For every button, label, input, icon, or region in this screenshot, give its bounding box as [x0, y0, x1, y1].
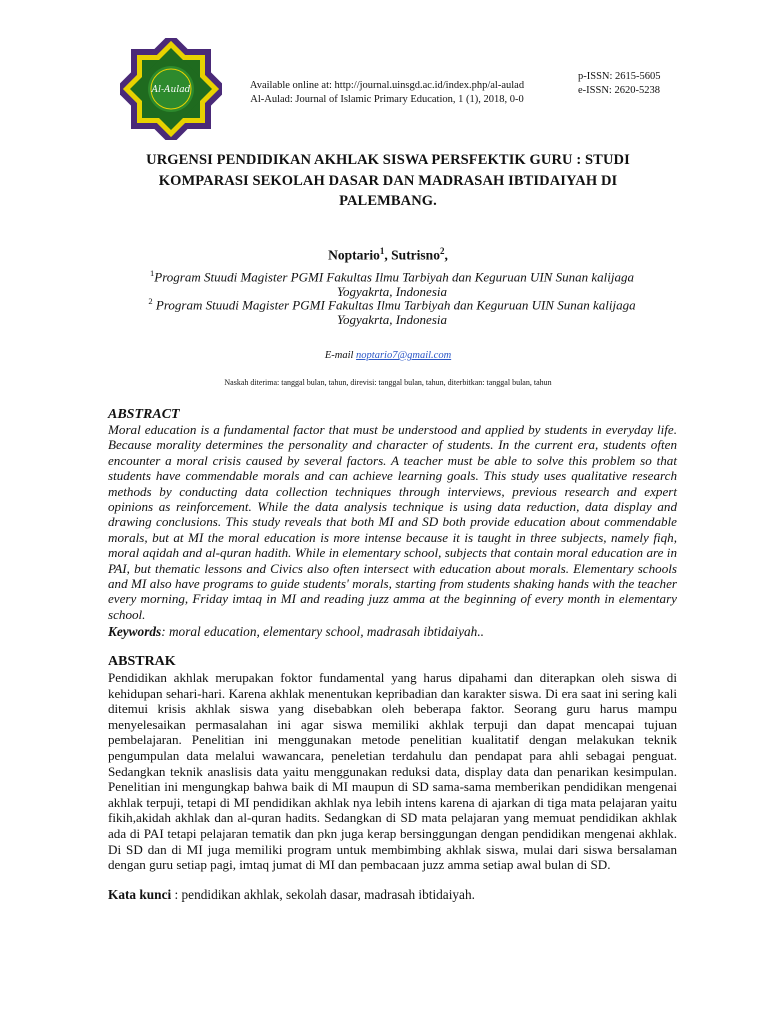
p-issn: p-ISSN: 2615-5605 [578, 71, 661, 82]
authors [108, 246, 668, 264]
title-line: KOMPARASI SEKOLAH DASAR DAN MADRASAH IBTIDAIYAH DI [158, 172, 618, 189]
available-online: Available online at: http://journal.uinsgd.ac.id/index.php/al-aulad [249, 80, 525, 91]
affiliation-sup: 1 [150, 268, 155, 278]
kata-kunci [108, 887, 677, 903]
paper-title [108, 150, 668, 212]
abstract-body: Moral education is a fundamental factor that must be understood and applied by students in everyday life. Because morality determines the personality and character of students. In the current era, students often encounter a moral crisis caused by several factors. A teacher must be able to solve this problem so that students have commendable morals and can achieve learning goals. This study uses qualitative research methods by conducting data collection techniques through interviews, previous research and expert opinions as reinforcement. While the data analysis technique is using data reduction, data display and drawing conclusions. This study reveals that both MI and SD both provide education about commendable morals, but at MI the moral education is more intense because it is taught in three subjects, namely fiqh, moral aqidah and al-quran hadith. While in elementary school, subjects that contain moral education are in PAI, but thematic lessons and Civics also often intersect with education about morals. Elementary schools and MI also have programs to guide students' morals, starting from students shaking hands with the teacher every morning, Friday imtaq in MI and reading juzz amma at the beginning of every month in elementary school. [108, 422, 677, 622]
author-name: Noptario [328, 247, 380, 263]
logo-text: Al-Aulad [151, 85, 191, 95]
email-line [108, 350, 668, 361]
abstrak-heading: ABSTRAK [108, 654, 176, 669]
author-sup: 2 [439, 246, 445, 256]
author-sup: 1 [379, 246, 385, 256]
kata-kunci-label: Kata kunci [108, 887, 172, 902]
keywords-label: Keywords [108, 624, 162, 639]
abstract-heading: ABSTRACT [108, 407, 180, 422]
abstrak-body: Pendidikan akhlak merupakan foktor fundamental yang harus dipahami dan diterapkan oleh siswa di kehidupan sehari-hari. Karena akhlak menentukan kepribadian dan karakter siswa. Di era saat ini sering kali ditemui krisis akhlak siswa yang disebabkan oleh beberapa faktor. Seorang guru harus mampu menyelesaikan permasalahan ini agar siswa memiliki akhlak terpuji dan dapat mencapai tujuan pembelajaran. Penelitian ini menggunakan metode penelitian kualitatif dengan melakukan teknik pengumpulan data melalui wawancara, peneletian terdahulu dan pendapat para ahli sebagai penguat. Sedangkan teknik anaslisis data yaitu menggunakan reduksi data, display data dan penarikan kesimpulan. Penelitian ini mengungkap bahwa baik di MI maupun di SD sama-sama memberikan pendidikan mengenai akhlak terpuji, tetapi di MI pendidikan akhlak nya lebih intens karena di ajarkan di tiga mata pelajaran yaitu fikih,akidah akhlak dan al-quran hadits. Sedangkan di SD mata pelajaran yang memuat pendidikan akhlak ada di PAI tetapi pelajaran tematik dan pkn juga kerap bersinggungan dengan pendidikan mengenai akhlak. Di SD dan di MI juga memiliki program untuk membimbing akhlak siswa, mulai dari siswa bersalaman dengan guru setiap pagi, imtaq jumat di MI dan pembacaan juzz amma setiap awal bulan di SD. [108, 670, 677, 873]
issn-block [578, 70, 661, 98]
journal-header [232, 79, 542, 107]
title-line: PALEMBANG. [339, 193, 437, 209]
affiliation-line: Program Stuudi Magister PGMI Fakultas Ilmu Tarbiyah dan Keguruan UIN Sunan kalijaga [154, 269, 634, 285]
journal-logo [120, 38, 222, 140]
email-link[interactable]: noptario7@gmail.com [356, 350, 452, 361]
affiliation [112, 294, 672, 327]
e-issn: e-ISSN: 2620-5238 [578, 85, 660, 96]
author-name: Sutrisno [391, 247, 440, 263]
keywords-text: : moral education, elementary school, madrasah ibtidaiyah.. [161, 624, 484, 639]
author-sep: , [384, 247, 392, 263]
affiliation-line: Yogyakrta, Indonesia [336, 312, 448, 328]
title-line: URGENSI PENDIDIKAN AKHLAK SISWA PERSFEKTIK GURU : STUDI [146, 152, 630, 168]
affiliation-line: Yogyakrta, Indonesia [336, 284, 448, 300]
kata-kunci-text: : pendidikan akhlak, sekolah dasar, madrasah ibtidaiyah. [171, 887, 475, 902]
keywords [108, 624, 677, 640]
affiliation-line: Program Stuudi Magister PGMI Fakultas Ilmu Tarbiyah dan Keguruan UIN Sunan kalijaga [152, 297, 636, 313]
affiliation-sup: 2 [148, 296, 153, 306]
received-dates: Naskah diterima: tanggal bulan, tahun, direvisi: tanggal bulan, tahun, diterbitkan: tanggal bulan, tahun [224, 378, 552, 387]
journal-citation: Al-Aulad: Journal of Islamic Primary Education, 1 (1), 2018, 0-0 [250, 94, 524, 105]
author-trail: , [444, 247, 448, 263]
email-label: E-mail [324, 350, 357, 361]
